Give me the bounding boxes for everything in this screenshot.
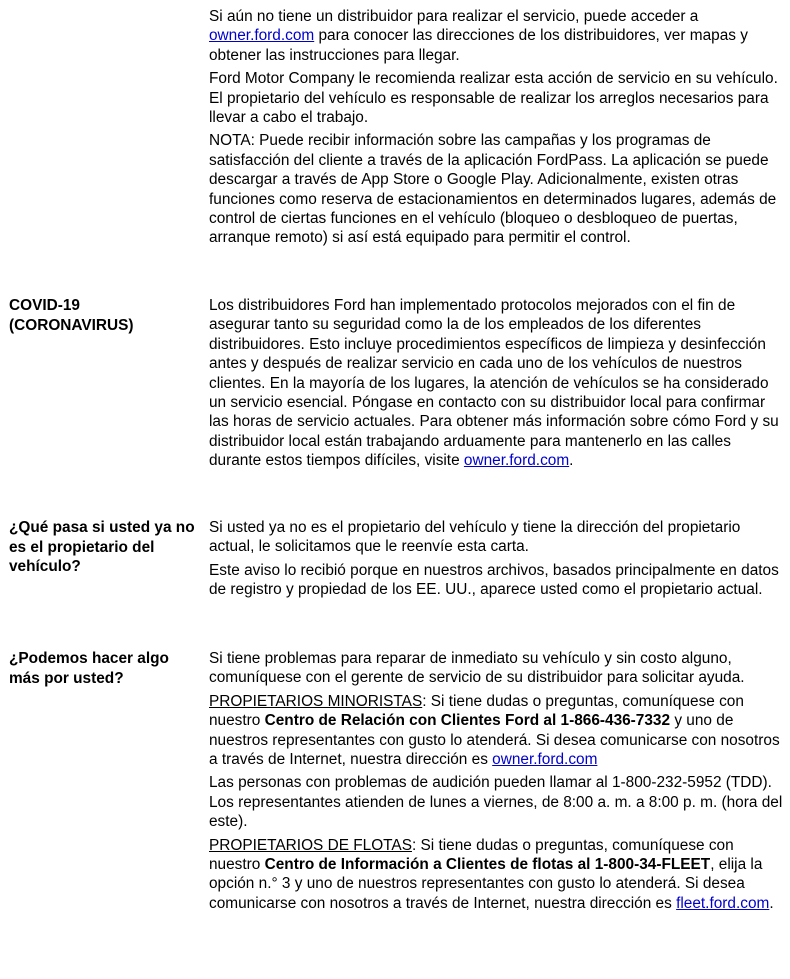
dealer-paragraph: [209, 7, 787, 65]
fleet-phone: Centro de Información a Clientes de flotas al 1-800-34-FLEET: [264, 856, 711, 874]
forward-letter-paragraph: Si usted ya no es el propietario del vehículo y tiene la dirección del propietario actual, le solicitamos que le reenvíe esta carta.: [209, 519, 741, 556]
retail-text: : Si tiene dudas o preguntas, comuníquese con nuestro: [209, 692, 744, 730]
fleet-text-2: , elija la opción n.° 3 y uno de nuestros representantes con gusto lo atenderá. Si desea comunicarse con nosotros a través de Internet, nuestra dirección es: [209, 856, 763, 912]
covid-label: [9, 296, 199, 335]
fleet-owners-paragraph: [209, 836, 787, 914]
dealer-text: Si aún no tiene un distribuidor para realizar el servicio, puede acceder a: [209, 8, 699, 25]
fleet-text: : Si tiene dudas o preguntas, comuníquese con nuestro: [209, 836, 734, 874]
owner-ford-link-retail[interactable]: owner.ford.com: [492, 751, 598, 769]
retail-phone: Centro de Relación con Clientes Ford al 1-866-436-7332: [264, 712, 671, 730]
owner-ford-link-covid[interactable]: owner.ford.com: [463, 452, 570, 470]
dealer-text-end: para conocer las direcciones de los distribuidores, ver mapas y obtener las instrucciones para llegar.: [209, 27, 748, 64]
retail-owners-paragraph: [209, 692, 787, 770]
covid-paragraph: [209, 296, 787, 471]
covid-label-line2: (CORONAVIRUS): [9, 316, 134, 334]
recommendation-paragraph: Ford Motor Company le recomienda realizar esta acción de servicio en su vehículo. El propietario del vehículo es responsable de realizar los arreglos necesarios para llevar a cabo el trabajo.: [209, 70, 778, 127]
help-content: [209, 649, 787, 917]
covid-label-line1: COVID-19: [9, 297, 80, 314]
dealer-section-content: [209, 7, 787, 252]
covid-text-end: .: [569, 452, 574, 470]
covid-content: [209, 296, 787, 475]
fleet-text-end: .: [769, 894, 774, 912]
fleet-ford-link[interactable]: fleet.ford.com: [676, 894, 770, 912]
fleet-owners-heading: PROPIETARIOS DE FLOTAS: [209, 836, 412, 854]
tdd-paragraph: Las personas con problemas de audición pueden llamar al 1-800-232-5952 (TDD). Los representantes atienden de lunes a viernes, de 8:00 a. m. a 8:00 p. m. (hora del este).: [209, 774, 783, 831]
former-owner-label: ¿Qué pasa si usted ya no es el propietario del vehículo?: [9, 519, 195, 576]
retail-owners-heading: PROPIETARIOS MINORISTAS: [209, 692, 423, 710]
registration-paragraph: Este aviso lo recibió porque en nuestros archivos, basados principalmente en datos de registro y propiedad de los EE. UU., aparece usted como el propietario actual.: [209, 561, 779, 599]
fordpass-note-paragraph: NOTA: Puede recibir información sobre las campañas y los programas de satisfacción del cliente a través de la aplicación FordPass. La aplicación se puede descargar a través de App Store o Google Play. Adicionalmente, existen otras funciones como reserva de estacionamientos en determinados lugares, además de control de ciertas funciones en el vehículo (bloqueo o desbloqueo de puertas, arranque remoto) si así está equipado para permitir el control.: [209, 132, 777, 247]
service-manager-paragraph: Si tiene problemas para reparar de inmediato su vehículo y sin costo alguno, comuníquese con el gerente de servicio de su distribuidor para solicitar ayuda.: [209, 650, 745, 687]
retail-text-2: y uno de nuestros representantes con gusto lo atenderá. Si desea comunicarse con nosotros a través de Internet, nuestra dirección es: [209, 712, 780, 769]
owner-ford-link[interactable]: owner.ford.com: [209, 27, 315, 45]
help-label: ¿Podemos hacer algo más por usted?: [9, 650, 169, 687]
former-owner-content: [209, 518, 787, 604]
covid-text: Los distribuidores Ford han implementado protocolos mejorados con el fin de asegurar tanto su seguridad como la de los empleados de los diferentes distribuidores. Esto incluye procedimientos específicos de limpieza y desinfección antes y después de realizar servicio en cada uno de los vehículos de nuestros clientes. En la mayoría de los lugares, la atención de vehículos se ha considerado un servicio esencial. Póngase en contacto con su distribuidor local para confirmar las horas de servicio actuales. Para obtener más información sobre cómo Ford y su distribuidor local están trabajando arduamente para mantenerlo en las calles durante estos tiempos difíciles, visite: [209, 297, 779, 470]
